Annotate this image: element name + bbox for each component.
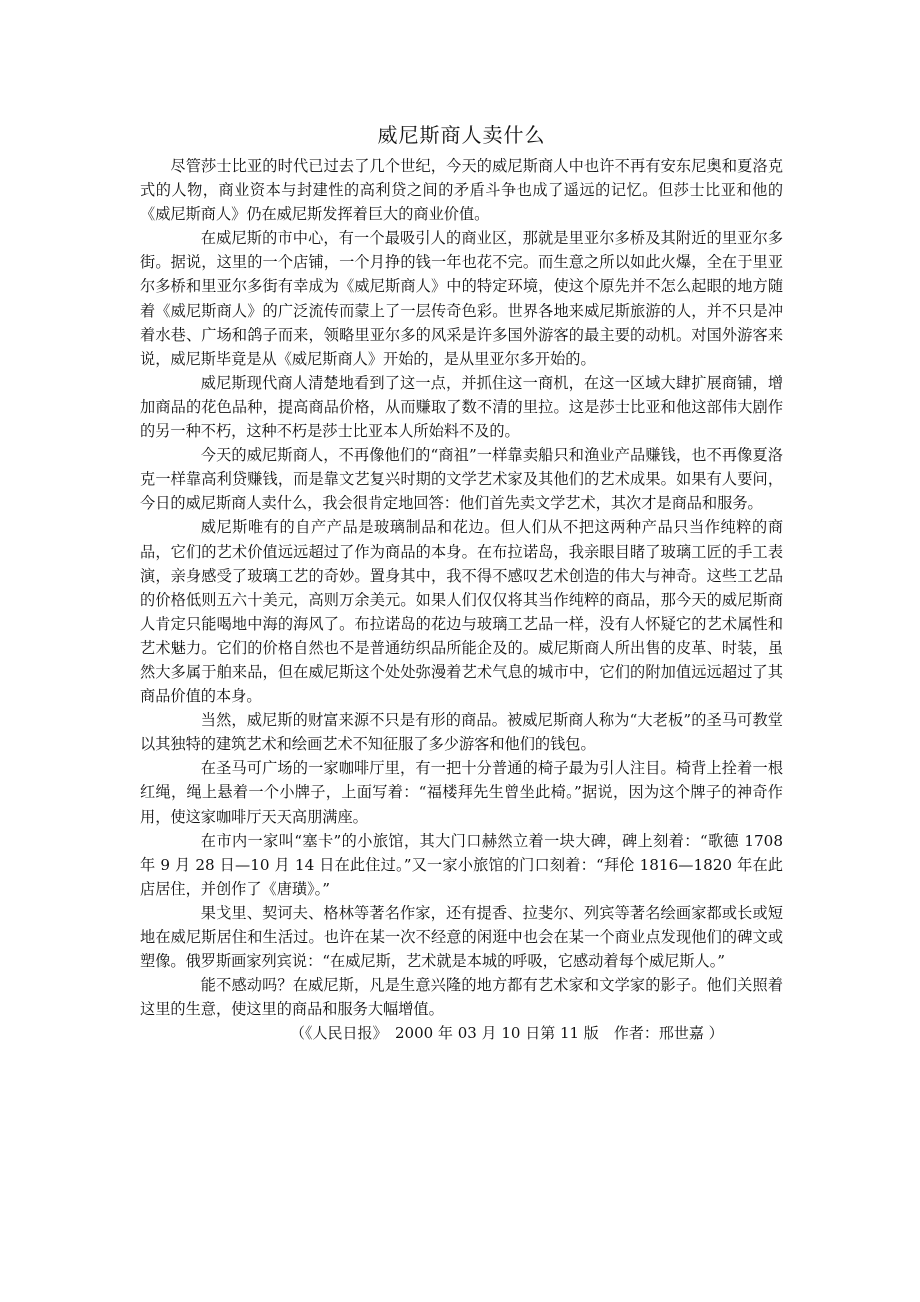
paragraph-6: 当然，威尼斯的财富来源不只是有形的商品。被威尼斯商人称为“大老板”的圣马可教堂以其独特的建筑艺术和绘画艺术不知征服了多少游客和他们的钱包。 xyxy=(140,711,783,754)
paragraph-10: 能不感动吗？在威尼斯，凡是生意兴隆的地方都有艺术家和文学家的影子。他们关照着这里的生意，使这里的商品和服务大幅增值。 xyxy=(140,976,783,1019)
document-page xyxy=(140,118,783,1045)
article-title: 威尼斯商人卖什么 xyxy=(377,123,546,147)
paragraph-9: 果戈里、契诃夫、格林等著名作家，还有提香、拉斐尔、列宾等著名绘画家都或长或短地在威尼斯居住和生活过。也许在某一次不经意的闲逛中也会在某一个商业点发现他们的碑文或塑像。俄罗斯画家列宾说：“在威尼斯，艺术就是本城的呼吸，它感动着每个威尼斯人。” xyxy=(140,903,783,971)
paragraph-8: 在市内一家叫“塞卡”的小旅馆，其大门口赫然立着一块大碑，碑上刻着：“歌德 1708 年 9 月 28 日—10 月 14 日在此住过。”又一家小旅馆的门口刻着：“拜伦 1816—1820 年在此店居住，并创作了《唐璜》。” xyxy=(140,831,783,898)
paragraph-1: 尽管莎士比亚的时代已过去了几个世纪，今天的威尼斯商人中也许不再有安东尼奥和夏洛克式的人物，商业资本与封建性的高利贷之间的矛盾斗争也成了遥远的记忆。但莎士比亚和他的《威尼斯商人》仍在威尼斯发挥着巨大的商业价值。 xyxy=(140,157,783,224)
paragraph-7: 在圣马可广场的一家咖啡厅里，有一把十分普通的椅子最为引人注目。椅背上拴着一根红绳，绳上悬着一个小牌子，上面写着：“福楼拜先生曾坐此椅。”据说，因为这个牌子的神奇作用，使这家咖啡厅天天高朋满座。 xyxy=(140,759,783,826)
paragraph-5: 威尼斯唯有的自产产品是玻璃制品和花边。但人们从不把这两种产品只当作纯粹的商品，它们的艺术价值远远超过了作为商品的本身。在布拉诺岛，我亲眼目睹了玻璃工匠的手工表演，亲身感受了玻璃工艺的奇妙。置身其中，我不得不感叹艺术创造的伟大与神奇。这些工艺品的价格低则五六十美元，高则万余美元。如果人们仅仅将其当作纯粹的商品，那今天的威尼斯商人肯定只能喝地中海的海风了。布拉诺岛的花边与玻璃工艺品一样，没有人怀疑它的艺术属性和艺术魅力。它们的价格自然也不是普通纺织品所能企及的。威尼斯商人所出售的皮革、时装，虽然大多属于舶来品，但在威尼斯这个处处弥漫着艺术气息的城市中，它们的附加值远远超过了其商品价值的本身。 xyxy=(140,518,783,706)
paragraph-3: 威尼斯现代商人清楚地看到了这一点，并抓住这一商机，在这一区域大肆扩展商铺，增加商品的花色品种，提高商品价格，从而赚取了数不清的里拉。这是莎士比亚和他这部伟大剧作的另一种不朽，这种不朽是莎士比亚本人所始料不及的。 xyxy=(140,373,783,441)
paragraph-2: 在威尼斯的市中心，有一个最吸引人的商业区，那就是里亚尔多桥及其附近的里亚尔多街。据说，这里的一个店铺，一个月挣的钱一年也花不完。而生意之所以如此火爆，全在于里亚尔多桥和里亚尔多街有幸成为《威尼斯商人》中的特定环境，使这个原先并不怎么起眼的地方随着《威尼斯商人》的广泛流传而蒙上了一层传奇色彩。世界各地来威尼斯旅游的人，并不只是冲着水巷、广场和鸽子而来，领略里亚尔多的风采是许多国外游客的最主要的动机。对国外游客来说，威尼斯毕竟是从《威尼斯商人》开始的，是从里亚尔多开始的。 xyxy=(140,229,783,368)
article-source: （《人民日报》 2000 年 03 月 10 日第 11 版 作者：邢世嘉 ） xyxy=(290,1024,724,1043)
paragraph-4: 今天的威尼斯商人，不再像他们的“商祖”一样靠卖船只和渔业产品赚钱，也不再像夏洛克一样靠高利贷赚钱，而是靠文艺复兴时期的文学艺术家及其他们的艺术成果。如果有人要问，今日的威尼斯商人卖什么，我会很肯定地回答：他们首先卖文学艺术，其次才是商品和服务。 xyxy=(140,446,783,513)
